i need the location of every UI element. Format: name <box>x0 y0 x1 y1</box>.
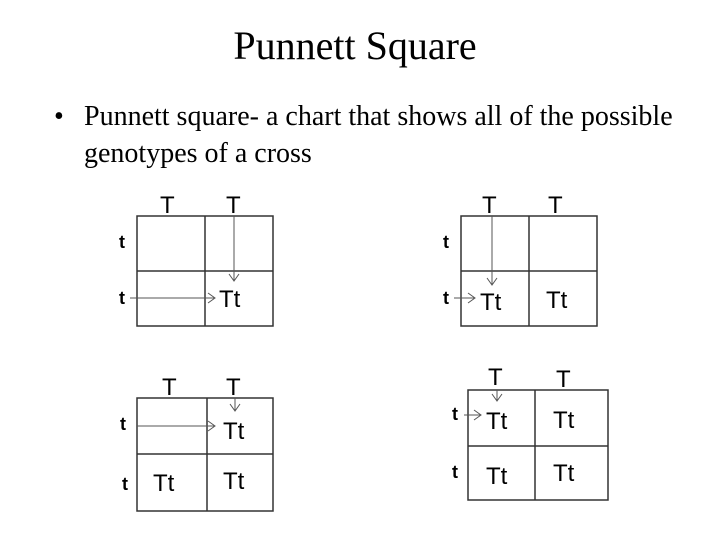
allele-top-1: T <box>160 192 175 219</box>
allele-top-1: T <box>162 374 177 401</box>
allele-side-1: t <box>443 232 449 252</box>
allele-side-2: t <box>443 288 449 308</box>
allele-top-2: T <box>226 192 241 219</box>
punnett-square-4-grid <box>446 362 616 512</box>
genotype-cell-2: Tt <box>223 418 245 445</box>
genotype-cell-3: Tt <box>153 470 175 497</box>
punnett-square-2-grid <box>434 188 604 333</box>
bullet-text: Punnett square- a chart that shows all of the possible genotypes of a cross <box>84 101 673 169</box>
punnett-square-1 <box>110 188 280 333</box>
slide-title: Punnett Square <box>233 23 477 68</box>
genotype-cell-4: Tt <box>223 468 245 495</box>
allele-side-1: t <box>452 404 458 424</box>
genotype-cell-3: Tt <box>486 463 508 490</box>
punnett-square-3-grid <box>110 370 280 520</box>
allele-top-2: T <box>556 366 571 393</box>
punnett-square-4 <box>446 362 616 512</box>
genotype-cell-4: Tt <box>219 286 241 313</box>
punnett-square-1-grid <box>110 188 280 333</box>
genotype-cell-3: Tt <box>480 289 502 316</box>
allele-side-1: t <box>119 232 125 252</box>
genotype-cell-4: Tt <box>546 287 568 314</box>
punnett-square-2 <box>434 188 604 333</box>
genotype-cell-1: Tt <box>486 408 508 435</box>
genotype-cell-4: Tt <box>553 460 575 487</box>
allele-side-2: t <box>119 288 125 308</box>
allele-side-2: t <box>452 462 458 482</box>
allele-top-2: T <box>226 374 241 401</box>
allele-top-1: T <box>488 364 503 391</box>
bullet-marker: • <box>54 101 64 132</box>
punnett-square-3 <box>110 370 280 520</box>
allele-top-2: T <box>548 192 563 219</box>
allele-top-1: T <box>482 192 497 219</box>
allele-side-1: t <box>120 414 126 434</box>
allele-side-2: t <box>122 474 128 494</box>
genotype-cell-2: Tt <box>553 407 575 434</box>
